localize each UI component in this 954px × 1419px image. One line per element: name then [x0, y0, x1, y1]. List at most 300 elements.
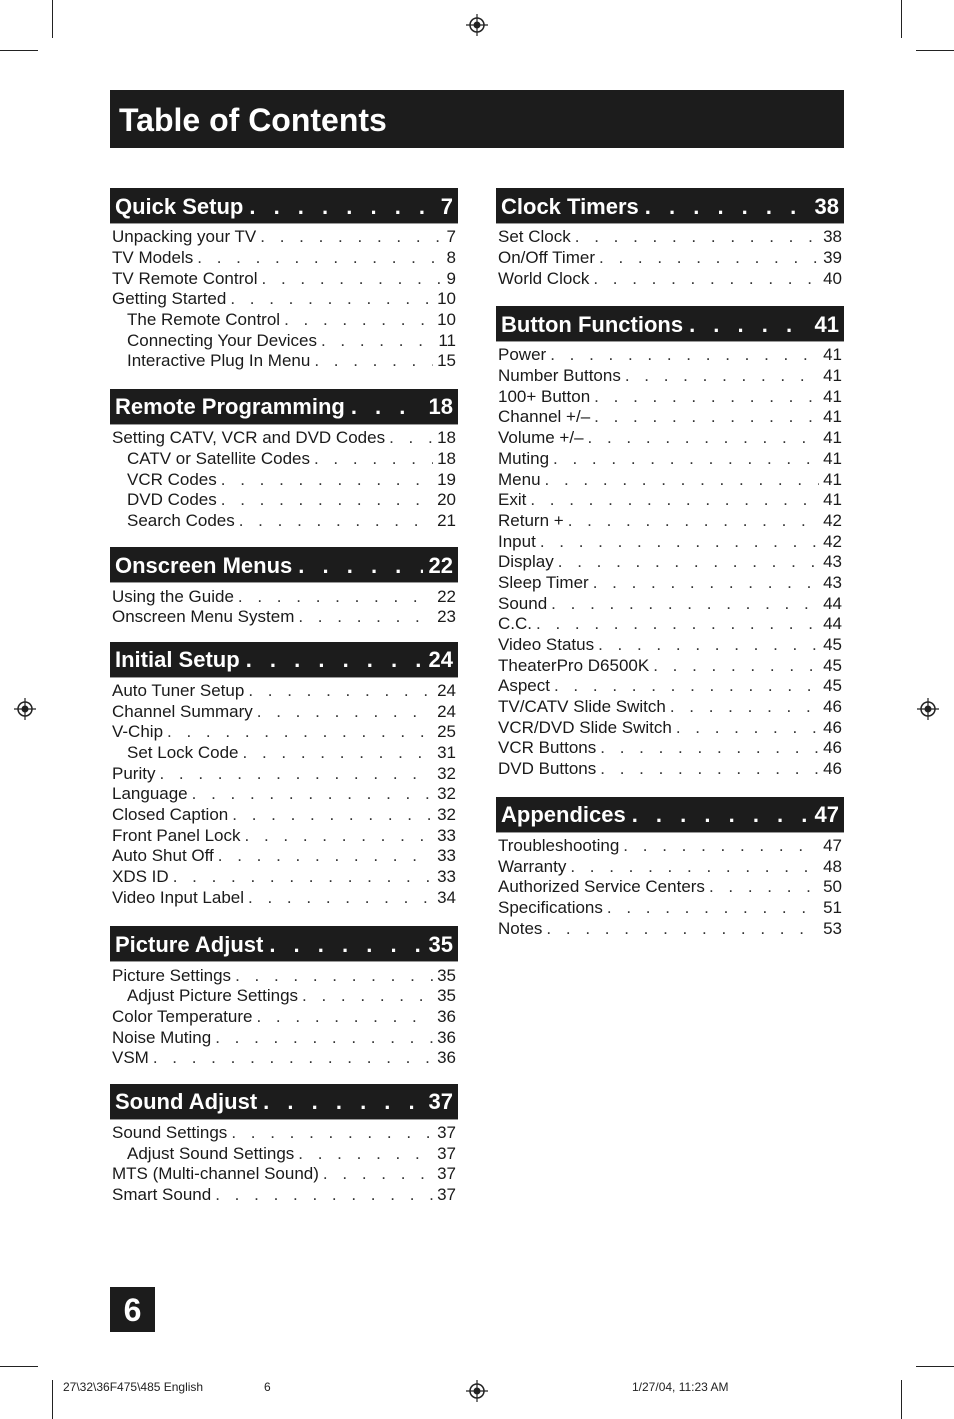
entry-page: 34: [437, 887, 456, 907]
entry-page: 32: [437, 763, 456, 783]
toc-section: [110, 389, 458, 531]
dot-leader: [230, 289, 433, 309]
section-title: Quick Setup: [115, 193, 244, 219]
section-title: Remote Programming: [115, 394, 345, 420]
toc-entry[interactable]: [110, 784, 458, 805]
toc-entry-list: [110, 425, 458, 531]
footer-file: 27\32\36F475\485 English: [63, 1380, 204, 1394]
entry-title: Channel +/–: [498, 407, 591, 427]
entry-title: MTS (Multi-channel Sound): [112, 1164, 319, 1184]
entry-title: Authorized Service Centers: [498, 877, 705, 897]
footer-page: 6: [264, 1380, 271, 1394]
toc-entry[interactable]: [110, 1027, 458, 1048]
entry-title: Video Input Label: [112, 887, 245, 907]
toc-entry[interactable]: [496, 449, 844, 470]
dot-leader: [709, 877, 819, 897]
section-page: 7: [440, 193, 453, 219]
entry-page: 11: [438, 330, 456, 350]
toc-entry-list: [110, 678, 458, 909]
entry-title: DVD Codes: [127, 490, 217, 510]
toc-entry[interactable]: [496, 469, 844, 490]
section-heading[interactable]: [496, 188, 844, 224]
entry-title: Channel Summary: [112, 701, 253, 721]
entry-title: Onscreen Menu System: [112, 607, 295, 627]
page-number: 6: [110, 1287, 155, 1332]
dot-leader: [593, 573, 819, 593]
entry-title: Set Lock Code: [127, 743, 239, 763]
dot-leader: [689, 312, 808, 338]
entry-page: 43: [823, 572, 842, 592]
dot-leader: [243, 743, 434, 763]
toc-entry[interactable]: [110, 268, 458, 289]
entry-title: Auto Shut Off: [112, 846, 214, 866]
entry-title: Volume +/–: [498, 428, 584, 448]
dot-leader: [653, 656, 819, 676]
section-heading[interactable]: [496, 306, 844, 342]
toc-entry[interactable]: [110, 248, 458, 269]
entry-page: 45: [823, 635, 842, 655]
dot-leader: [389, 428, 433, 448]
dot-leader: [284, 310, 433, 330]
entry-page: 24: [437, 701, 456, 721]
toc-entry[interactable]: [496, 428, 844, 449]
entry-title: CATV or Satellite Codes: [127, 448, 310, 468]
toc-entry-list: [496, 224, 844, 289]
dot-leader: [232, 805, 433, 825]
toc-entry[interactable]: [496, 898, 844, 919]
entry-title: Noise Muting: [112, 1027, 212, 1047]
dot-leader: [257, 702, 433, 722]
entry-page: 10: [437, 289, 456, 309]
dot-leader: [599, 248, 819, 268]
entry-title: VCR Codes: [127, 469, 217, 489]
toc-entry[interactable]: [110, 469, 458, 490]
entry-page: 8: [446, 248, 456, 268]
dot-leader: [600, 738, 819, 758]
entry-title: Getting Started: [112, 289, 227, 309]
dot-leader: [249, 194, 434, 220]
entry-page: 36: [437, 1048, 456, 1068]
entry-page: 33: [437, 867, 456, 887]
toc-entry[interactable]: [496, 511, 844, 532]
entry-title: Closed Caption: [112, 805, 229, 825]
dot-leader: [256, 1007, 433, 1027]
entry-page: 25: [437, 722, 456, 742]
entry-title: World Clock: [498, 268, 590, 288]
crop-mark: [901, 1380, 902, 1419]
dot-leader: [238, 587, 433, 607]
toc-entry[interactable]: [496, 836, 844, 857]
entry-title: TheaterPro D6500K: [498, 655, 650, 675]
dot-leader: [262, 269, 443, 289]
entry-page: 42: [823, 510, 842, 530]
toc-entry[interactable]: [496, 635, 844, 656]
entry-page: 41: [823, 448, 842, 468]
dot-leader: [553, 449, 819, 469]
toc-entry[interactable]: [110, 867, 458, 888]
toc-entry[interactable]: [496, 877, 844, 898]
toc-entry[interactable]: [110, 743, 458, 764]
dot-leader: [545, 470, 820, 490]
entry-title: Power: [498, 345, 547, 365]
entry-title: TV/CATV Slide Switch: [498, 697, 666, 717]
dot-leader: [551, 594, 819, 614]
section-page: 37: [428, 1089, 453, 1115]
entry-page: 37: [437, 1185, 456, 1205]
entry-page: 36: [437, 1027, 456, 1047]
section-page: 47: [814, 802, 839, 827]
toc-entry[interactable]: [110, 1007, 458, 1028]
toc-entry[interactable]: [496, 614, 844, 635]
crop-mark: [52, 0, 53, 38]
toc-entry[interactable]: [110, 351, 458, 372]
entry-page: 41: [823, 490, 842, 510]
toc-entry[interactable]: [110, 289, 458, 310]
entry-page: 36: [437, 1006, 456, 1026]
section-heading[interactable]: [110, 389, 458, 425]
dot-leader: [594, 407, 819, 427]
entry-title: Adjust Picture Settings: [127, 986, 299, 1006]
toc-entry[interactable]: [496, 655, 844, 676]
dot-leader: [321, 331, 434, 351]
toc-entry[interactable]: [110, 722, 458, 743]
dot-leader: [588, 428, 820, 448]
dot-leader: [568, 511, 819, 531]
toc-section: [110, 926, 458, 1068]
entry-title: Unpacking your TV: [112, 227, 257, 247]
toc-entry[interactable]: [496, 248, 844, 269]
toc-entry[interactable]: [496, 573, 844, 594]
entry-title: Muting: [498, 448, 550, 468]
entry-page: 20: [437, 490, 456, 510]
entry-title: Connecting Your Devices: [127, 330, 317, 350]
dot-leader: [192, 784, 433, 804]
section-title: Picture Adjust: [115, 931, 264, 957]
dot-leader: [314, 351, 433, 371]
section-heading[interactable]: [110, 188, 458, 224]
dot-leader: [269, 932, 422, 958]
entry-page: 46: [823, 738, 842, 758]
entry-title: Aspect: [498, 676, 550, 696]
entry-page: 41: [823, 386, 842, 406]
toc-section: [110, 188, 458, 372]
toc-entry[interactable]: [496, 918, 844, 939]
entry-title: The Remote Control: [127, 310, 281, 330]
toc-right-column: [496, 172, 844, 939]
section-page: 38: [814, 193, 839, 219]
section-heading[interactable]: [110, 926, 458, 962]
toc-entry[interactable]: [496, 345, 844, 366]
toc-entry[interactable]: [496, 531, 844, 552]
entry-title: VCR Buttons: [498, 738, 597, 758]
toc-entry[interactable]: [110, 428, 458, 449]
dot-leader: [314, 449, 433, 469]
crop-mark: [916, 1366, 954, 1367]
toc-section: [496, 188, 844, 289]
dot-leader: [153, 1048, 433, 1068]
entry-title: Sleep Timer: [498, 572, 589, 592]
toc-entry[interactable]: [496, 490, 844, 511]
entry-title: VCR/DVD Slide Switch: [498, 717, 672, 737]
dot-leader: [218, 846, 433, 866]
section-heading[interactable]: [110, 547, 458, 583]
entry-page: 53: [823, 918, 842, 938]
toc-section: [496, 306, 844, 779]
dot-leader: [167, 722, 433, 742]
entry-title: Picture Settings: [112, 965, 232, 985]
dot-leader: [607, 898, 819, 918]
dot-leader: [594, 387, 819, 407]
dot-leader: [245, 826, 434, 846]
toc-entry[interactable]: [110, 1048, 458, 1069]
entry-title: Troubleshooting: [498, 835, 620, 855]
dot-leader: [575, 227, 819, 247]
entry-title: Sound: [498, 593, 548, 613]
entry-page: 32: [437, 784, 456, 804]
toc-entry[interactable]: [110, 586, 458, 607]
toc-entry-list: [110, 1120, 458, 1206]
section-title: Onscreen Menus: [115, 552, 293, 578]
entry-title: Using the Guide: [112, 586, 234, 606]
entry-page: 22: [437, 586, 456, 606]
toc-section: [110, 1084, 458, 1206]
entry-title: Input: [498, 531, 536, 551]
entry-page: 41: [823, 469, 842, 489]
entry-page: 41: [823, 407, 842, 427]
entry-page: 37: [437, 1143, 456, 1163]
entry-page: 50: [823, 877, 842, 897]
toc-entry[interactable]: [496, 366, 844, 387]
dot-leader: [248, 681, 433, 701]
dot-leader: [600, 759, 819, 779]
entry-title: Menu: [498, 469, 541, 489]
toc-entry[interactable]: [496, 676, 844, 697]
entry-page: 45: [823, 655, 842, 675]
toc-entry[interactable]: [110, 888, 458, 909]
dot-leader: [632, 802, 809, 828]
entry-page: 7: [446, 227, 456, 247]
entry-page: 35: [437, 965, 456, 985]
dot-leader: [593, 269, 819, 289]
registration-mark-icon: [466, 14, 488, 36]
entry-title: V-Chip: [112, 722, 164, 742]
entry-title: Purity: [112, 763, 156, 783]
toc-entry[interactable]: [496, 697, 844, 718]
dot-leader: [215, 1028, 433, 1048]
entry-title: VSM: [112, 1048, 149, 1068]
dot-leader: [159, 764, 433, 784]
dot-leader: [670, 697, 819, 717]
dot-leader: [536, 614, 819, 634]
section-page: 24: [428, 647, 453, 673]
entry-title: C.C.: [498, 614, 532, 634]
dot-leader: [248, 888, 433, 908]
registration-mark-icon: [466, 1380, 488, 1402]
dot-leader: [625, 366, 819, 386]
entry-title: DVD Buttons: [498, 759, 597, 779]
dot-leader: [550, 345, 819, 365]
entry-page: 46: [823, 697, 842, 717]
entry-title: Language: [112, 784, 188, 804]
entry-page: 35: [437, 986, 456, 1006]
crop-mark: [0, 50, 38, 51]
dot-leader: [263, 1089, 422, 1115]
toc-entry[interactable]: [496, 738, 844, 759]
dot-leader: [246, 647, 423, 673]
entry-page: 31: [437, 743, 456, 763]
section-page: 41: [814, 311, 839, 337]
toc-entry[interactable]: [110, 846, 458, 867]
entry-page: 10: [437, 310, 456, 330]
dot-leader: [554, 676, 819, 696]
entry-page: 18: [437, 428, 456, 448]
section-page: 18: [428, 394, 453, 420]
section-title: Initial Setup: [115, 647, 240, 673]
entry-page: 15: [437, 351, 456, 371]
entry-title: On/Off Timer: [498, 248, 595, 268]
toc-entry[interactable]: [110, 805, 458, 826]
toc-entry[interactable]: [496, 552, 844, 573]
toc-entry[interactable]: [496, 856, 844, 877]
entry-title: Warranty: [498, 856, 567, 876]
dot-leader: [215, 1185, 433, 1205]
entry-page: 24: [437, 680, 456, 700]
entry-page: 41: [823, 345, 842, 365]
toc-entry[interactable]: [110, 227, 458, 248]
toc-entry[interactable]: [496, 386, 844, 407]
dot-leader: [676, 718, 819, 738]
entry-title: Sound Settings: [112, 1122, 228, 1142]
entry-page: 46: [823, 717, 842, 737]
entry-title: Auto Tuner Setup: [112, 680, 245, 700]
entry-page: 44: [823, 614, 842, 634]
entry-page: 33: [437, 825, 456, 845]
entry-page: 9: [446, 268, 456, 288]
dot-leader: [260, 227, 442, 247]
entry-page: 33: [437, 846, 456, 866]
entry-page: 40: [823, 268, 842, 288]
entry-title: Smart Sound: [112, 1185, 212, 1205]
entry-page: 45: [823, 676, 842, 696]
section-page: 22: [428, 552, 453, 578]
entry-page: 41: [823, 366, 842, 386]
entry-page: 37: [437, 1164, 456, 1184]
toc-entry[interactable]: [110, 1143, 458, 1164]
toc-entry[interactable]: [110, 825, 458, 846]
entry-page: 21: [437, 510, 456, 530]
entry-page: 47: [823, 835, 842, 855]
footer-date: 1/27/04, 11:23 AM: [632, 1380, 729, 1394]
toc-entry-list: [110, 962, 458, 1068]
toc-entry[interactable]: [110, 681, 458, 702]
dot-leader: [231, 1123, 433, 1143]
toc-entry[interactable]: [496, 717, 844, 738]
toc-entry[interactable]: [110, 330, 458, 351]
toc-entry[interactable]: [110, 511, 458, 532]
toc-entry[interactable]: [110, 490, 458, 511]
entry-title: 100+ Button: [498, 386, 591, 406]
section-title: Appendices: [501, 802, 626, 827]
section-title: Button Functions: [501, 311, 684, 337]
registration-mark-icon: [917, 698, 939, 720]
dot-leader: [197, 248, 442, 268]
dot-leader: [302, 986, 433, 1006]
entry-page: 23: [437, 607, 456, 627]
toc-entry-list: [496, 342, 844, 779]
crop-mark: [916, 50, 954, 51]
crop-mark: [0, 1366, 38, 1367]
toc-entry[interactable]: [110, 763, 458, 784]
entry-title: Adjust Sound Settings: [127, 1143, 295, 1163]
entry-title: Display: [498, 552, 554, 572]
section-heading[interactable]: [110, 642, 458, 678]
toc-entry[interactable]: [496, 227, 844, 248]
toc-entry[interactable]: [110, 1185, 458, 1206]
toc-entry[interactable]: [110, 701, 458, 722]
section-heading[interactable]: [496, 797, 844, 833]
entry-title: Notes: [498, 918, 543, 938]
toc-entry-list: [496, 833, 844, 939]
registration-mark-icon: [14, 698, 36, 720]
toc-entry[interactable]: [110, 986, 458, 1007]
entry-title: Front Panel Lock: [112, 825, 241, 845]
entry-page: 46: [823, 759, 842, 779]
crop-mark: [52, 1380, 53, 1419]
toc-entry[interactable]: [110, 1123, 458, 1144]
toc-section: [496, 797, 844, 939]
entry-title: Specifications: [498, 897, 603, 917]
section-title: Clock Timers: [501, 193, 639, 219]
dot-leader: [623, 836, 819, 856]
entry-page: 18: [437, 448, 456, 468]
toc-section: [110, 547, 458, 627]
toc-entry[interactable]: [110, 965, 458, 986]
dot-leader: [645, 194, 809, 220]
dot-leader: [530, 490, 819, 510]
toc-entry[interactable]: [110, 310, 458, 331]
entry-title: Number Buttons: [498, 366, 621, 386]
entry-page: 37: [437, 1122, 456, 1142]
entry-title: TV Remote Control: [112, 268, 258, 288]
entry-page: 42: [823, 531, 842, 551]
entry-page: 41: [823, 428, 842, 448]
toc-entry[interactable]: [110, 607, 458, 628]
dot-leader: [598, 635, 819, 655]
entry-title: Video Status: [498, 635, 595, 655]
section-heading[interactable]: [110, 1084, 458, 1120]
toc-entry[interactable]: [110, 1164, 458, 1185]
entry-title: Return +: [498, 510, 564, 530]
dot-leader: [221, 470, 433, 490]
entry-title: TV Models: [112, 248, 194, 268]
dot-leader: [298, 607, 433, 627]
dot-leader: [235, 966, 433, 986]
entry-page: 39: [823, 248, 842, 268]
toc-entry[interactable]: [496, 268, 844, 289]
entry-title: Interactive Plug In Menu: [127, 351, 311, 371]
toc-entry[interactable]: [496, 593, 844, 614]
entry-page: 38: [823, 227, 842, 247]
toc-entry[interactable]: [110, 449, 458, 470]
entry-page: 48: [823, 856, 842, 876]
entry-title: XDS ID: [112, 867, 169, 887]
toc-entry[interactable]: [496, 407, 844, 428]
section-page: 35: [428, 931, 453, 957]
toc-section: [110, 642, 458, 909]
toc-entry[interactable]: [496, 759, 844, 780]
entry-title: Search Codes: [127, 510, 235, 530]
toc-entry-list: [110, 583, 458, 627]
